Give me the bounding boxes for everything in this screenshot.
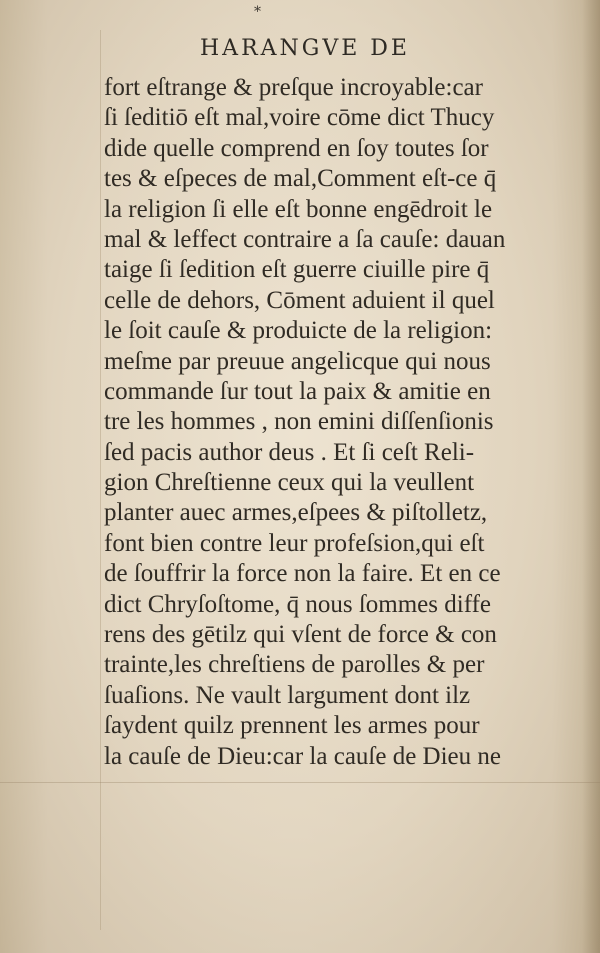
fold-line [0, 782, 600, 783]
text-line: la religion ſi elle eſt bonne engēdroit le [104, 195, 493, 223]
body-text [104, 73, 584, 772]
text-line: trainte,les chreſtiens de parolles & per [104, 651, 485, 679]
text-line: ſaydent quilz prennent les armes pour [104, 712, 480, 740]
text-line: font bien contre leur profeſsion,qui eſt [104, 529, 485, 557]
text-line: rens des gētilz qui vſent de force & con [104, 621, 497, 649]
text-line: le ſoit cauſe & produicte de la religion: [104, 317, 493, 345]
margin-rule [100, 30, 101, 930]
text-line: celle de dehors, Cōment aduient il quel [104, 286, 495, 314]
text-line: tes & eſpeces de mal,Comment eſt-ce q̄ [104, 165, 497, 193]
text-line: fort eſtrange & preſque incroyable:car [104, 74, 483, 101]
text-line: ſuaſions. Ne vault largument dont ilz [104, 681, 471, 709]
running-title: HARANGVE DE [200, 36, 410, 61]
text-line: taige ſi ſedition eſt guerre ciuille pire q̄ [104, 256, 490, 284]
text-line: mal & leffect contraire a ſa cauſe: dauan [104, 225, 506, 253]
text-line: dide quelle comprend en ſoy toutes ſor [104, 134, 489, 162]
text-line: meſme par preuue angelicque qui nous [104, 347, 491, 375]
text-line: gion Chreſtienne ceux qui la veullent [104, 469, 475, 497]
text-line: ſi ſeditiō eſt mal,voire cōme dict Thucy [104, 104, 495, 132]
text-line: la cauſe de Dieu:car la cauſe de Dieu ne [104, 742, 501, 770]
header-ornament: * [254, 4, 261, 20]
text-line: ſed pacis author deus . Et ſi ceſt Reli- [104, 438, 475, 466]
text-line: tre les hommes , non emini diſſenſionis [104, 408, 494, 436]
text-line: dict Chryſoſtome, q̄ nous ſommes diffe [104, 590, 491, 618]
text-line: de ſouffrir la force non la faire. Et en ce [104, 560, 501, 588]
page-edge-shadow [582, 0, 600, 953]
text-line: planter auec armes,eſpees & piſtolletz, [104, 499, 488, 527]
text-line: commande ſur tout la paix & amitie en [104, 377, 491, 405]
